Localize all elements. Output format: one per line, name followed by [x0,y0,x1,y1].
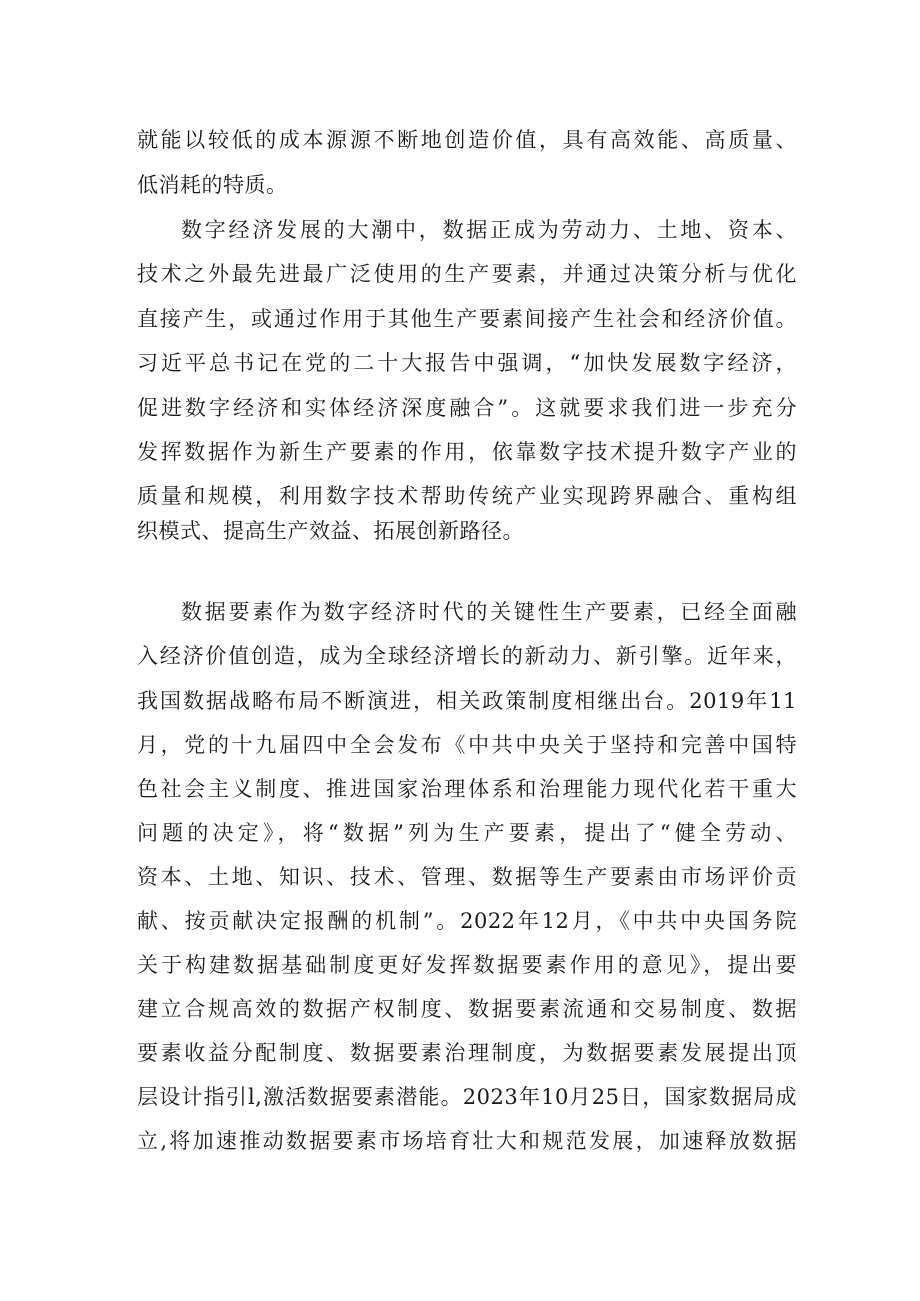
paragraph-1-line-2: 低消耗的特质。 [137,173,288,197]
paragraph-3-line-13: 立,将加速推动数据要素市场培育壮大和规范发展，加速释放数据 [137,1129,797,1153]
paragraph-3-line-1: 数据要素作为数字经济时代的关键性生产要素，已经全面融 [181,600,797,624]
paragraph-3-line-6: 问题的决定》，将“数据”列为生产要素，提出了“健全劳动、 [137,821,797,845]
paragraph-3-line-5: 色社会主义制度、推进国家治理体系和治理能力现代化若干重大 [137,777,797,801]
paragraph-2-line-4: 习近平总书记在党的二十大报告中强调，“加快发展数字经济， [137,351,797,375]
paragraph-3-line-9: 关于构建数据基础制度更好发挥数据要素作用的意见》，提出要 [137,953,797,977]
paragraph-3-line-12: 层设计指引l,激活数据要素潜能。2023年10月25日，国家数据局成 [137,1085,797,1109]
paragraph-3-line-4: 月，党的十九届四中全会发布《中共中央关于坚持和完善中国特 [137,733,797,757]
paragraph-2-line-5: 促进数字经济和实体经济深度融合”。这就要求我们进一步充分 [137,396,797,420]
paragraph-2-line-2: 技术之外最先进最广泛使用的生产要素，并通过决策分析与优化 [137,262,797,286]
paragraph-2-line-3: 直接产生，或通过作用于其他生产要素间接产生社会和经济价值。 [137,307,797,331]
paragraph-1-line-1: 就能以较低的成本源源不断地创造价值，具有高效能、高质量、 [137,128,797,152]
paragraph-2-line-6: 发挥数据作为新生产要素的作用，依靠数字技术提升数字产业的 [137,440,797,464]
paragraph-2-line-8: 织模式、提高生产效益、拓展创新路径。 [137,519,524,543]
paragraph-3-line-7: 资本、土地、知识、技术、管理、数据等生产要素由市场评价贡 [137,865,797,889]
paragraph-3-line-11: 要素收益分配制度、数据要素治理制度，为数据要素发展提出顶 [137,1041,797,1065]
paragraph-3-line-3: 我国数据战略布局不断演进，相关政策制度相继出台。2019年11 [137,689,797,713]
paragraph-3-line-10: 建立合规高效的数据产权制度、数据要素流通和交易制度、数据 [137,997,797,1021]
paragraph-3-line-8: 献、按贡献决定报酬的机制”。2022年12月，《中共中央国务院 [137,909,797,933]
paragraph-2-line-1: 数字经济发展的大潮中，数据正成为劳动力、土地、资本、 [181,218,797,242]
paragraph-3-line-2: 入经济价值创造，成为全球经济增长的新动力、新引擎。近年来， [137,644,797,668]
paragraph-2-line-7: 质量和规模，利用数字技术帮助传统产业实现跨界融合、重构组 [137,484,797,508]
